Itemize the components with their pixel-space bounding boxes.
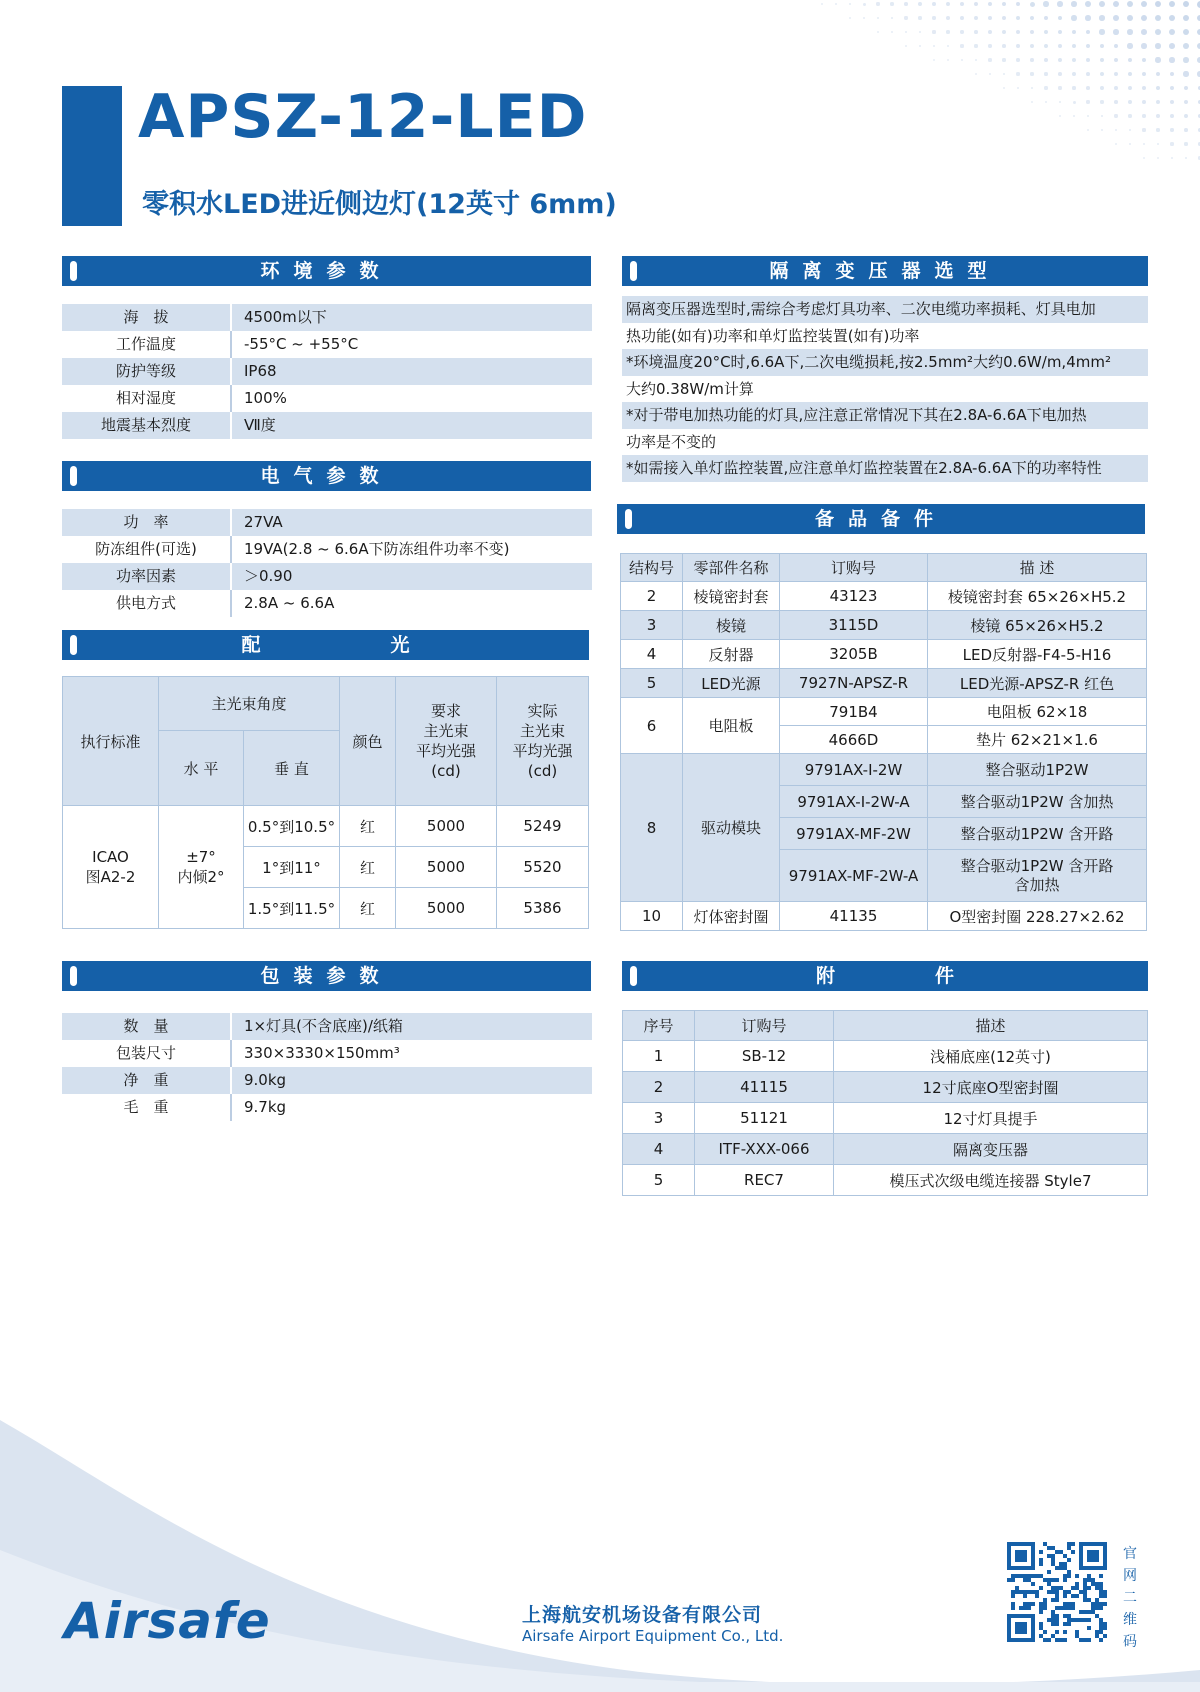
header-cell: 要求 主光束 平均光强 (cd) [396, 677, 497, 806]
vertical-cell: 1°到11° [244, 847, 340, 888]
qr-code-icon [1007, 1542, 1107, 1642]
note-line: 功率是不变的 [626, 432, 717, 451]
table-row [62, 1094, 592, 1121]
header-cell: 执行标准 [63, 677, 159, 806]
header-pill-icon [630, 966, 637, 986]
table-row [62, 590, 592, 617]
vertical-cell: 0.5°到10.5° [244, 806, 340, 847]
table-row [62, 509, 592, 536]
table-row [62, 358, 592, 385]
table-row: 5 REC7 模压式次级电缆连接器 Style7 [623, 1165, 1148, 1196]
header-cell: 主光束角度 [159, 677, 340, 731]
color-cell: 红 [340, 806, 396, 847]
param-name: 功率因素 [62, 563, 232, 590]
header-cell: 水 平 [159, 731, 244, 806]
note-line: *环境温度20°C时,6.6A下,二次电缆损耗,按2.5mm²大约0.6W/m,4mm² [622, 349, 1148, 376]
table-row: 4 反射器 3205B LED反射器-F4-5-H16 [621, 640, 1147, 669]
qr-label: 官 网 二 维 码 [1123, 1546, 1137, 1650]
spares-section-header: 备品备件 [617, 504, 1145, 534]
required-cell: 5000 [396, 806, 497, 847]
header-cell: 订购号 [695, 1011, 834, 1041]
table-row: 4 ITF-XXX-066 隔离变压器 [623, 1134, 1148, 1165]
header-cell: 描述 [834, 1011, 1148, 1041]
table-row [62, 331, 592, 358]
company-name-en: Airsafe Airport Equipment Co., Ltd. [522, 1627, 784, 1645]
header-pill-icon [625, 509, 632, 529]
param-name: 数 量 [62, 1013, 232, 1040]
photometric-section-header: 配光 [62, 630, 589, 660]
param-name: 工作温度 [62, 331, 232, 358]
table-row [62, 412, 592, 439]
environment-section-header: 环境参数 [62, 256, 591, 286]
param-value: 100% [244, 389, 287, 407]
header-pill-icon [630, 261, 637, 281]
header-pill-icon [70, 466, 77, 486]
page-title: APSZ-12-LED [138, 82, 588, 152]
header-pill-icon [70, 261, 77, 281]
table-row: 3 棱镜 3115D 棱镜 65×26×H5.2 [621, 611, 1147, 640]
electrical-table [62, 509, 592, 617]
accessories-section-header: 附件 [622, 961, 1148, 991]
note-line: *对于带电加热功能的灯具,应注意正常情况下其在2.8A-6.6A下电加热 [622, 402, 1148, 429]
param-value: Ⅶ度 [244, 416, 276, 434]
header-cell: 结构号 [621, 554, 683, 582]
horizontal-cell: ±7° 内倾2° [159, 806, 244, 929]
color-cell: 红 [340, 888, 396, 929]
packaging-section-header: 包装参数 [62, 961, 591, 991]
header-cell: 序号 [623, 1011, 695, 1041]
transformer-notes [622, 296, 1148, 482]
header-cell: 实际 主光束 平均光强 (cd) [497, 677, 589, 806]
param-value: 27VA [244, 513, 283, 531]
header-cell: 描 述 [928, 554, 1147, 582]
table-row: 3 51121 12寸灯具提手 [623, 1103, 1148, 1134]
table-row: 4666D 垫片 62×21×1.6 [621, 726, 1147, 754]
electrical-section-header: 电气参数 [62, 461, 591, 491]
vertical-cell: 1.5°到11.5° [244, 888, 340, 929]
param-value: 19VA(2.8 ~ 6.6A下防冻组件功率不变) [244, 540, 510, 558]
table-row: 5 LED光源 7927N-APSZ-R LED光源-APSZ-R 红色 [621, 669, 1147, 698]
note-line: *如需接入单灯监控装置,应注意单灯监控装置在2.8A-6.6A下的功率特性 [622, 455, 1148, 482]
table-header-row [623, 1011, 1148, 1041]
param-value: 9.0kg [244, 1071, 287, 1089]
table-row: 2 棱镜密封套 43123 棱镜密封套 65×26×H5.2 [621, 582, 1147, 611]
standard-cell: ICAO 图A2-2 [63, 806, 159, 929]
company-name-cn: 上海航安机场设备有限公司 [522, 1604, 763, 1626]
required-cell: 5000 [396, 847, 497, 888]
decorative-dots [780, 0, 1200, 170]
param-name: 包装尺寸 [62, 1040, 232, 1067]
title-accent-bar [62, 86, 122, 226]
actual-cell: 5249 [497, 806, 589, 847]
page-subtitle: 零积水LED进近侧边灯(12英寸 6mm) [142, 189, 617, 220]
actual-cell: 5386 [497, 888, 589, 929]
param-name: 功 率 [62, 509, 232, 536]
param-value: IP68 [244, 362, 277, 380]
header-pill-icon [70, 635, 77, 655]
note-line: 大约0.38W/m计算 [626, 379, 754, 398]
color-cell: 红 [340, 847, 396, 888]
table-row [62, 1013, 592, 1040]
note-line: 热功能(如有)功率和单灯监控装置(如有)功率 [626, 326, 920, 345]
table-row [62, 385, 592, 412]
header-pill-icon [70, 966, 77, 986]
header-cell: 零部件名称 [683, 554, 780, 582]
actual-cell: 5520 [497, 847, 589, 888]
header-cell: 订购号 [780, 554, 928, 582]
spares-table [620, 553, 1147, 931]
table-row: 9791AX-MF-2W 整合驱动1P2W 含开路 [621, 818, 1147, 850]
table-row [62, 304, 592, 331]
param-name: 防冻组件(可选) [62, 536, 232, 563]
param-name: 供电方式 [62, 590, 232, 617]
table-row: 6 电阻板 791B4 电阻板 62×18 [621, 698, 1147, 726]
header-cell: 垂 直 [244, 731, 340, 806]
param-value: 2.8A ~ 6.6A [244, 594, 335, 612]
note-line: 隔离变压器选型时,需综合考虑灯具功率、二次电缆功率损耗、灯具电加 [622, 296, 1148, 323]
table-row: 2 41115 12寸底座O型密封圈 [623, 1072, 1148, 1103]
param-name: 防护等级 [62, 358, 232, 385]
param-name: 地震基本烈度 [62, 412, 232, 439]
table-row: 9791AX-I-2W-A 整合驱动1P2W 含加热 [621, 786, 1147, 818]
table-row: 10 灯体密封圈 41135 O型密封圈 228.27×2.62 [621, 902, 1147, 931]
table-row [62, 563, 592, 590]
required-cell: 5000 [396, 888, 497, 929]
airsafe-logo: Airsafe [64, 1592, 271, 1650]
header-cell: 颜色 [340, 677, 396, 806]
table-row [62, 536, 592, 563]
table-row [63, 806, 589, 847]
param-name: 净 重 [62, 1067, 232, 1094]
table-row: 9791AX-MF-2W-A 整合驱动1P2W 含开路 含加热 [621, 850, 1147, 902]
param-value: -55°C ~ +55°C [244, 335, 359, 353]
table-header-row [63, 677, 589, 731]
param-value: 9.7kg [244, 1098, 287, 1116]
accessories-table [622, 1010, 1148, 1196]
table-row: 1 SB-12 浅桶底座(12英寸) [623, 1041, 1148, 1072]
param-name: 毛 重 [62, 1094, 232, 1121]
param-name: 海 拔 [62, 304, 232, 331]
transformer-section-header: 隔离变压器选型 [622, 256, 1148, 286]
param-value: 4500m以下 [244, 308, 327, 326]
param-name: 相对湿度 [62, 385, 232, 412]
param-value: ＞0.90 [244, 567, 293, 585]
photometric-table [62, 676, 589, 929]
table-row: 8 驱动模块 9791AX-I-2W 整合驱动1P2W [621, 754, 1147, 786]
packaging-table [62, 1013, 592, 1121]
table-row [62, 1040, 592, 1067]
table-row [62, 1067, 592, 1094]
param-value: 1×灯具(不含底座)/纸箱 [244, 1017, 403, 1035]
table-header-row [621, 554, 1147, 582]
environment-table [62, 304, 592, 439]
param-value: 330×3330×150mm³ [244, 1044, 400, 1062]
